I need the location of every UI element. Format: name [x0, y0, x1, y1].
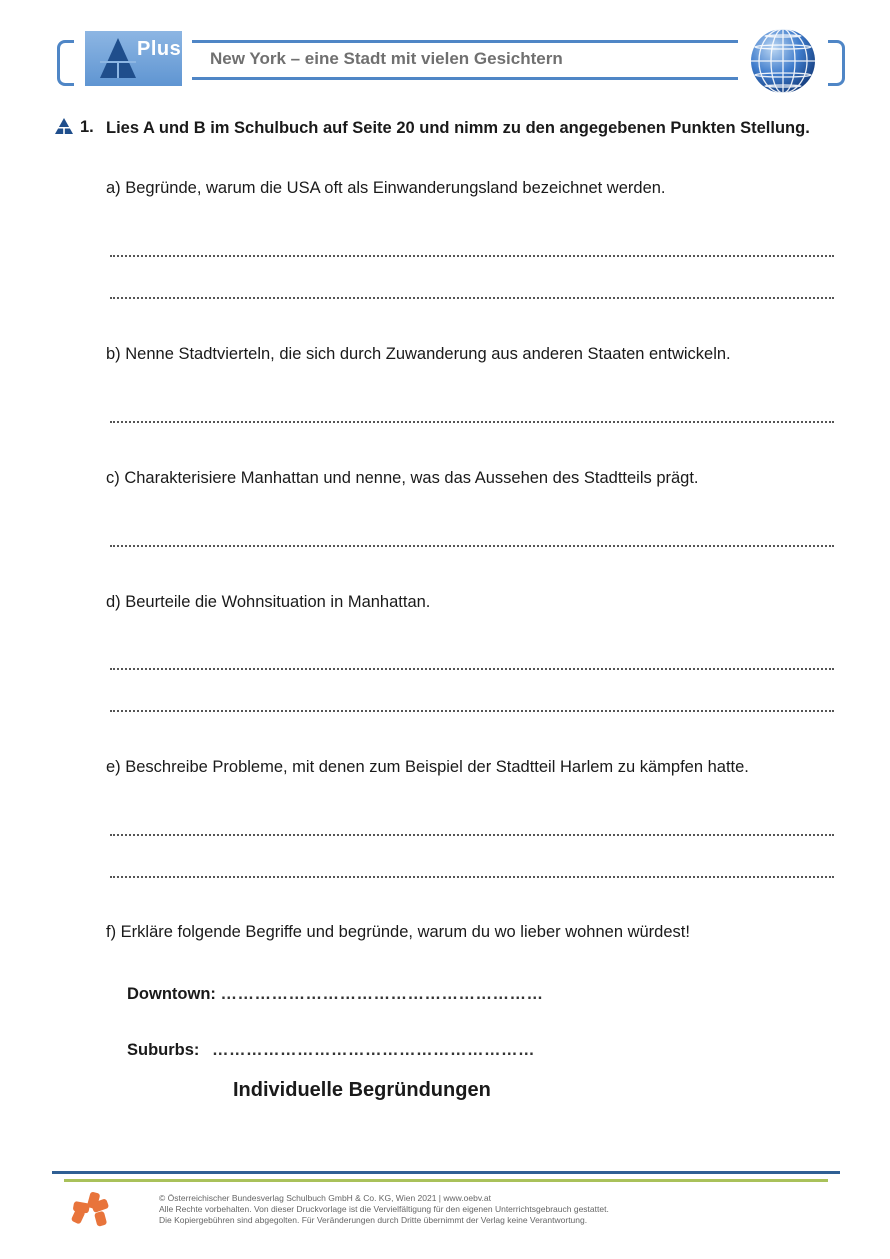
footer-rule-blue [52, 1171, 840, 1174]
downtown-label: Downtown: [127, 985, 216, 1003]
header-bracket-right [828, 40, 845, 86]
downtown-answer-line[interactable]: ………………………………………………… [220, 985, 544, 1003]
question-c: c) Charakterisiere Manhattan und nenne, was das Aussehen des Stadtteils prägt. [106, 469, 699, 487]
footer-rights: Alle Rechte vorbehalten. Von dieser Druckvorlage ist die Vervielfältigung für den eigenen Unterrichtsgebrauch gestattet. [159, 1204, 609, 1214]
downtown-row [127, 985, 543, 1004]
globe-icon [748, 23, 818, 99]
pyramid-logo-icon [98, 36, 138, 80]
task-pyramid-icon [54, 117, 74, 135]
answer-line-e1[interactable] [110, 834, 834, 836]
task-instruction: Lies A und B im Schulbuch auf Seite 20 und nimm zu den angegebenen Punkten Stellung. [106, 119, 810, 137]
header-rule-top [192, 40, 738, 43]
footer-copyright: © Österreichischer Bundesverlag Schulbuch GmbH & Co. KG, Wien 2021 | www.oebv.at [159, 1193, 491, 1203]
question-f: f) Erkläre folgende Begriffe und begründe, warum du wo lieber wohnen würdest! [106, 923, 690, 941]
suburbs-label: Suburbs: [127, 1041, 200, 1059]
header-bracket-left [57, 40, 74, 86]
question-b: b) Nenne Stadtvierteln, die sich durch Zuwanderung aus anderen Staaten entwickeln. [106, 345, 731, 363]
footer-rule-green [64, 1179, 828, 1182]
answer-line-a1[interactable] [110, 255, 834, 257]
publisher-logo-icon [71, 1190, 111, 1230]
question-d: d) Beurteile die Wohnsituation in Manhattan. [106, 593, 431, 611]
header-rule-bottom [192, 77, 738, 80]
answer-line-a2[interactable] [110, 297, 834, 299]
suburbs-answer-line[interactable]: ………………………………………………… [212, 1041, 536, 1059]
suburbs-row [127, 1041, 535, 1060]
footer-disclaimer: Die Kopiergebühren sind abgegolten. Für Veränderungen durch Dritte übernimmt der Verlag keine Verantwortung. [159, 1215, 588, 1225]
task-number: 1. [80, 118, 94, 136]
answer-line-e2[interactable] [110, 876, 834, 878]
answer-note: Individuelle Begründungen [233, 1079, 491, 1101]
answer-line-b1[interactable] [110, 421, 834, 423]
answer-line-d1[interactable] [110, 668, 834, 670]
question-a: a) Begründe, warum die USA oft als Einwanderungsland bezeichnet werden. [106, 179, 666, 197]
plus-logo-text: Plus [137, 38, 182, 60]
answer-line-d2[interactable] [110, 710, 834, 712]
page-title: New York – eine Stadt mit vielen Gesichtern [210, 49, 563, 68]
answer-line-c1[interactable] [110, 545, 834, 547]
question-e: e) Beschreibe Probleme, mit denen zum Beispiel der Stadtteil Harlem zu kämpfen hatte. [106, 758, 749, 776]
